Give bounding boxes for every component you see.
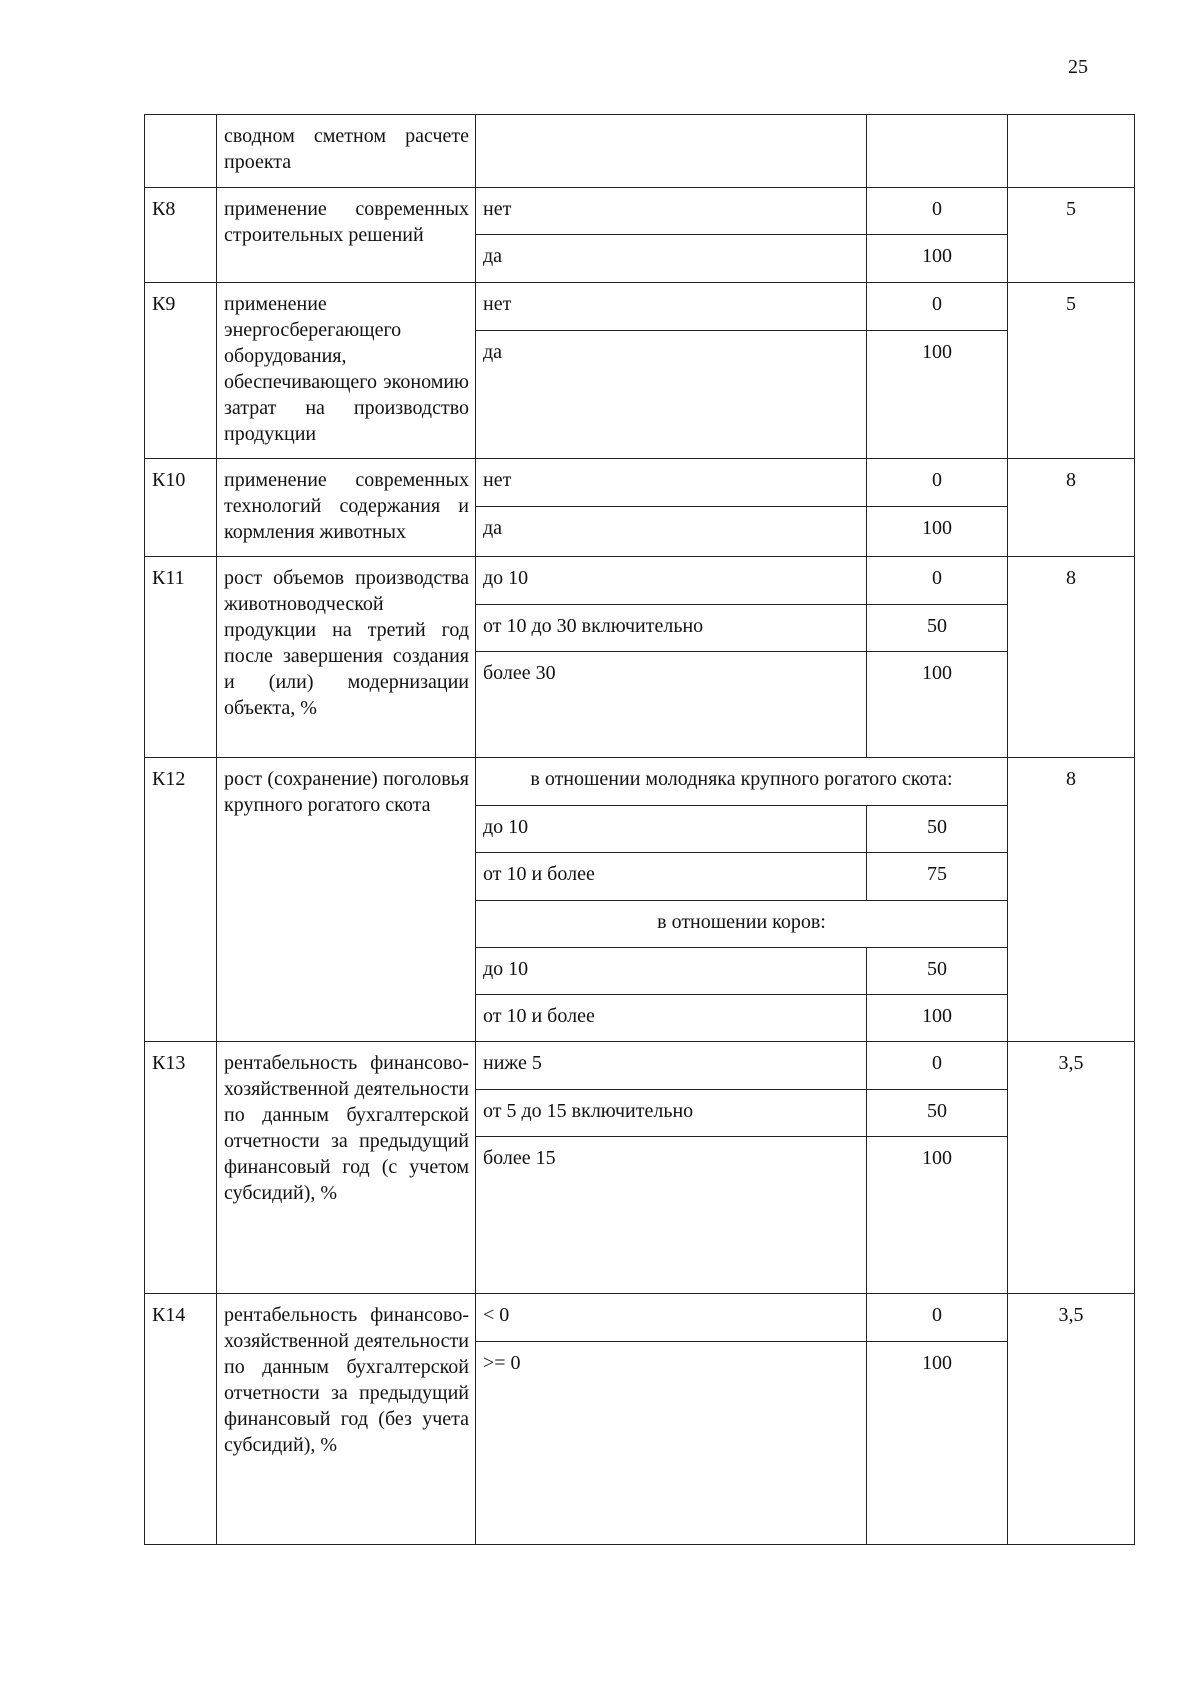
option-label: до 10 bbox=[475, 806, 866, 853]
criterion-cell: рост объемов производства животноводческой продукции на третий год после завершения создания и (или) модернизации объекта, % bbox=[216, 557, 475, 758]
option-value: 0 bbox=[866, 188, 1007, 235]
weight-cell-empty bbox=[1007, 114, 1135, 188]
option-label: да bbox=[475, 507, 866, 557]
option-value: 75 bbox=[866, 853, 1007, 901]
criterion-cell: применение современных строительных решений bbox=[216, 188, 475, 283]
option-label: >= 0 bbox=[475, 1342, 866, 1545]
code-cell: К9 bbox=[144, 283, 216, 459]
criterion-cell: рентабельность финансово-хозяйственной деятельности по данным бухгалтерской отчетности за предыдущий финансовый год (с учетом субсидий), % bbox=[216, 1042, 475, 1294]
option-label: нет bbox=[475, 188, 866, 235]
weight-cell: 5 bbox=[1007, 283, 1135, 459]
option-value: 100 bbox=[866, 331, 1007, 459]
code-cell: К12 bbox=[144, 758, 216, 1042]
code-cell: К14 bbox=[144, 1294, 216, 1545]
weight-cell: 5 bbox=[1007, 188, 1135, 283]
option-value: 100 bbox=[866, 1342, 1007, 1545]
option-label: нет bbox=[475, 283, 866, 331]
option-value: 100 bbox=[866, 995, 1007, 1042]
subgroup-title: в отношении молодняка крупного рогатого скота: bbox=[475, 758, 1007, 806]
option-value: 100 bbox=[866, 507, 1007, 557]
option-value: 50 bbox=[866, 1090, 1007, 1137]
weight-cell: 3,5 bbox=[1007, 1042, 1135, 1294]
option-value: 50 bbox=[866, 605, 1007, 652]
option-value: 50 bbox=[866, 948, 1007, 995]
option-value: 0 bbox=[866, 283, 1007, 331]
value-cell-empty bbox=[866, 114, 1007, 188]
option-label: нет bbox=[475, 459, 866, 507]
criterion-cell: применение энергосберегающего оборудования, обеспечивающего экономию затрат на производство продукции bbox=[216, 283, 475, 459]
code-cell: К10 bbox=[144, 459, 216, 557]
option-value: 100 bbox=[866, 235, 1007, 283]
weight-cell: 8 bbox=[1007, 758, 1135, 1042]
option-value: 0 bbox=[866, 1294, 1007, 1342]
option-label: более 30 bbox=[475, 652, 866, 758]
criterion-cell: сводном сметном расчете проекта bbox=[216, 114, 475, 188]
weight-cell: 8 bbox=[1007, 557, 1135, 758]
criterion-cell: применение современных технологий содержания и кормления животных bbox=[216, 459, 475, 557]
option-value: 0 bbox=[866, 557, 1007, 605]
option-label: от 5 до 15 включительно bbox=[475, 1090, 866, 1137]
code-cell-empty bbox=[144, 114, 216, 188]
option-value: 0 bbox=[866, 459, 1007, 507]
page-number: 25 bbox=[1068, 56, 1088, 78]
option-cell-empty bbox=[475, 114, 866, 188]
option-label: да bbox=[475, 331, 866, 459]
criteria-table bbox=[144, 114, 1135, 1545]
criterion-cell: рентабельность финансово-хозяйственной деятельности по данным бухгалтерской отчетности за предыдущий финансовый год (без учета субсидий), % bbox=[216, 1294, 475, 1545]
option-value: 100 bbox=[866, 1137, 1007, 1294]
option-value: 50 bbox=[866, 806, 1007, 853]
option-value: 0 bbox=[866, 1042, 1007, 1090]
option-label: более 15 bbox=[475, 1137, 866, 1294]
option-label: от 10 и более bbox=[475, 853, 866, 901]
criterion-cell: рост (сохранение) поголовья крупного рогатого скота bbox=[216, 758, 475, 1042]
code-cell: К11 bbox=[144, 557, 216, 758]
option-label: до 10 bbox=[475, 557, 866, 605]
option-label: < 0 bbox=[475, 1294, 866, 1342]
option-label: да bbox=[475, 235, 866, 283]
option-label: ниже 5 bbox=[475, 1042, 866, 1090]
option-label: от 10 до 30 включительно bbox=[475, 605, 866, 652]
option-label: до 10 bbox=[475, 948, 866, 995]
option-value: 100 bbox=[866, 652, 1007, 758]
code-cell: К8 bbox=[144, 188, 216, 283]
subgroup-title: в отношении коров: bbox=[475, 901, 1007, 948]
option-label: от 10 и более bbox=[475, 995, 866, 1042]
weight-cell: 3,5 bbox=[1007, 1294, 1135, 1545]
weight-cell: 8 bbox=[1007, 459, 1135, 557]
code-cell: К13 bbox=[144, 1042, 216, 1294]
